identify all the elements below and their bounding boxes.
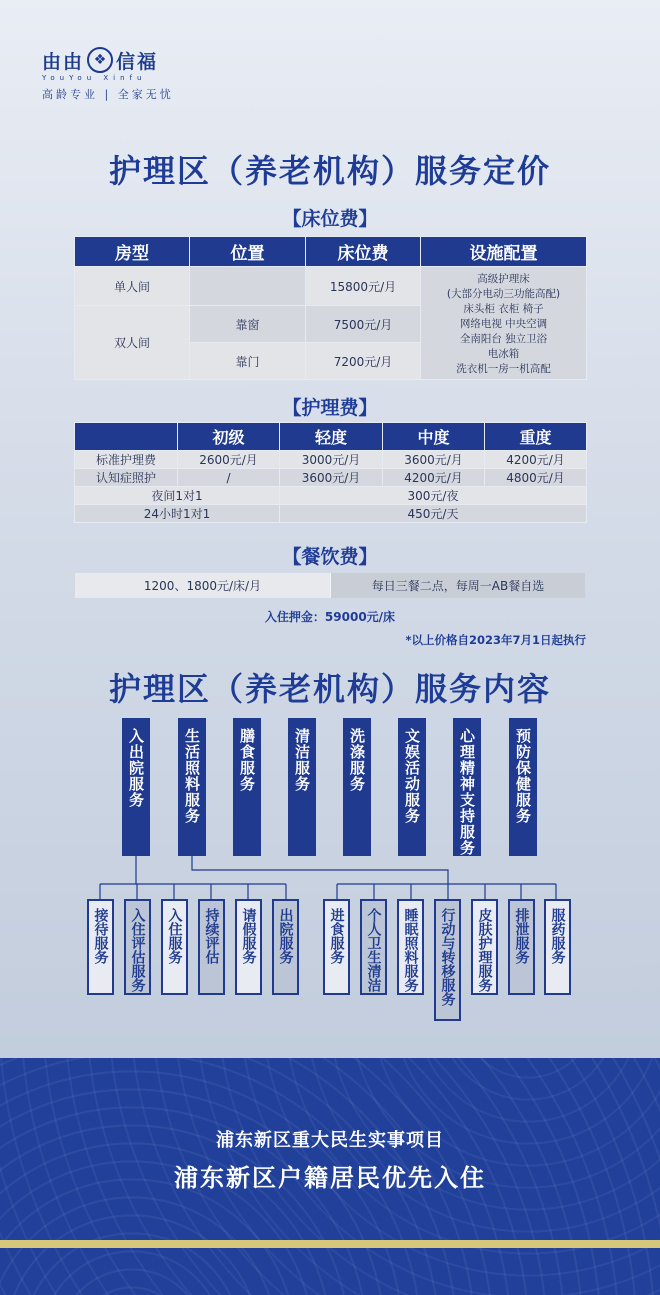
service-cleaning: 清洁服务 [288,718,316,856]
brand-slogan: 高龄专业 | 全家无忧 [42,88,174,101]
care-cell: 3600元/月 [383,451,485,469]
meal-description: 每日三餐二点，每周一AB餐自选 [331,573,585,598]
care-cell: 3600元/月 [280,469,383,487]
bed-fee-door: 7200元/月 [306,343,421,380]
care-cell: 4200元/月 [383,469,485,487]
meal-fee-title: 【餐饮费】 [282,546,378,568]
care-fullday-value: 450元/天 [280,505,587,523]
brand-subtitle: YouYou Xinfu [42,74,147,82]
sub-skin-care: 皮肤护理服务 [471,899,498,995]
sub-discharge: 出院服务 [272,899,299,995]
bed-fee-window: 7500元/月 [306,306,421,343]
sub-leave: 请假服务 [235,899,262,995]
bed-room-double: 双人间 [75,306,190,380]
facility-item: (大部分电动三功能高配) [446,287,561,300]
care-cell: 2600元/月 [178,451,280,469]
care-header-mild: 轻度 [280,423,383,451]
bed-position-window: 靠窗 [190,306,306,343]
services-title: 护理区（养老机构）服务内容 [108,670,551,708]
care-row-label: 认知症照护 [75,469,178,487]
care-header-moderate: 中度 [383,423,485,451]
bed-header-facilities: 设施配置 [421,237,587,267]
care-cell: 4800元/月 [485,469,587,487]
care-header-primary: 初级 [178,423,280,451]
sub-medication: 服药服务 [544,899,571,995]
bed-fee-single: 15800元/月 [306,267,421,306]
facility-item: 洗衣机一房一机高配 [456,362,551,375]
care-header-severe: 重度 [485,423,587,451]
bed-room-single: 单人间 [75,267,190,306]
care-fullday-label: 24小时1对1 [75,505,280,523]
bed-header-position: 位置 [190,237,306,267]
sub-excretion: 排泄服务 [508,899,535,995]
sub-check-in: 入住服务 [161,899,188,995]
sub-reception: 接待服务 [87,899,114,995]
sub-ongoing-assessment: 持续评估 [198,899,225,995]
service-daily-care: 生活照料服务 [178,718,206,856]
service-admission-discharge: 入出院服务 [122,718,150,856]
service-laundry: 洗涤服务 [343,718,371,856]
care-fee-title: 【护理费】 [282,397,378,419]
deposit-text: 入住押金：59000元/床 [264,610,396,624]
sub-feeding: 进食服务 [323,899,350,995]
bed-header-room: 房型 [75,237,190,267]
care-cell: / [178,469,280,487]
effective-date-note: *以上价格自2023年7月1日起执行 [405,633,586,647]
care-cell: 4200元/月 [485,451,587,469]
facility-item: 网络电视 中央空调 [459,317,548,330]
facility-item: 全南阳台 独立卫浴 [459,332,548,345]
bed-fee-title: 【床位费】 [282,208,378,230]
bed-position-door: 靠门 [190,343,306,380]
care-night-value: 300元/夜 [280,487,587,505]
bed-header-fee: 床位费 [306,237,421,267]
footer-line-2: 浦东新区户籍居民优先入住 [174,1164,486,1192]
service-meal: 膳食服务 [233,718,261,856]
meal-price: 1200、1800元/床/月 [75,573,331,598]
facility-item: 高级护理床 [477,272,530,285]
care-cell: 3000元/月 [280,451,383,469]
service-recreation: 文娱活动服务 [398,718,426,856]
sub-mobility-transfer: 行动与转移服务 [434,899,461,1021]
brand-name-right: 信福 [116,50,159,73]
footer-stripe [0,1240,660,1248]
care-row-label: 标准护理费 [75,451,178,469]
facility-item: 电冰箱 [487,347,520,360]
brand-emblem-icon: ❖ [87,47,113,73]
brand-name-left: 由由 [42,50,85,73]
sub-admission-assessment: 入住评估服务 [124,899,151,995]
sub-personal-hygiene: 个人卫生清洁 [360,899,387,995]
service-psychological-support: 心理精神支持服务 [453,718,481,856]
care-night-label: 夜间1对1 [75,487,280,505]
service-preventive-care: 预防保健服务 [509,718,537,856]
pricing-title: 护理区（养老机构）服务定价 [108,152,551,190]
footer-line-1: 浦东新区重大民生实事项目 [216,1130,444,1151]
sub-sleep-care: 睡眠照料服务 [397,899,424,995]
facility-item: 床头柜 衣柜 椅子 [463,302,544,315]
